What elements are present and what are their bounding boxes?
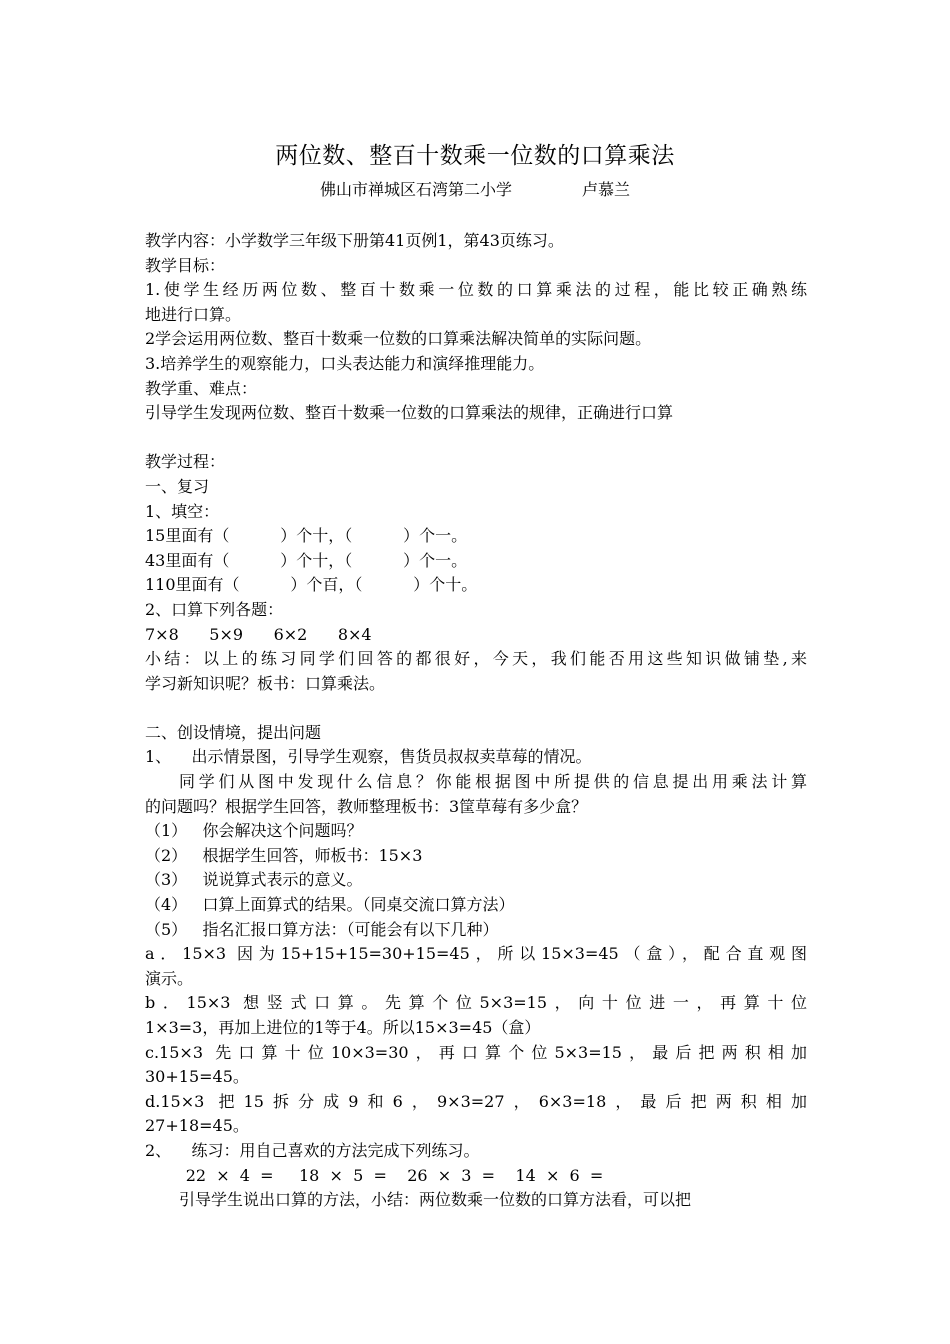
body-line: 1.使学生经历两位数、整百十数乘一位数的口算乘法的过程，能比较正确熟练 [145,280,807,300]
list-item: （2） 根据学生回答，师板书：15×3 [145,845,423,865]
body-line: 地进行口算。 [145,304,242,324]
body-line: 1、 出示情景图，引导学生观察，售货员叔叔卖草莓的情况。 [145,747,592,767]
body-line: 学习新知识呢？板书：口算乘法。 [145,673,386,693]
section-heading: 教学目标： [145,255,226,275]
document-title: 两位数、整百十数乘一位数的口算乘法 [275,143,675,169]
method-line: d.15×3 把15拆分成9和6，9×3=27，6×3=18，最后把两积相加 [145,1091,807,1111]
exercise-line: 22 × 4 = 18 × 5 = 26 × 3 = 14 × 6 = [145,1165,604,1185]
body-line: 2、口算下列各题： [145,599,284,619]
body-line: 30+15=45。 [145,1067,249,1087]
author-name: 卢慕兰 [582,180,631,199]
method-line: a．15×3 因为15+15+15=30+15=45，所以15×3=45（盒），配合直观图 [145,944,807,964]
document-body [145,229,807,1213]
section-heading: 教学过程： [145,452,226,472]
document-byline [0,177,950,200]
body-line: 2、 练习：用自己喜欢的方法完成下列练习。 [145,1140,480,1160]
body-line: 小结：以上的练习同学们回答的都很好，今天，我们能否用这些知识做铺垫,来 [145,649,807,669]
blank-line [145,696,807,721]
body-line: 2学会运用两位数、整百十数乘一位数的口算乘法解决简单的实际问题。 [145,329,652,349]
body-line: 1×3=3，再加上进位的1等于4。所以15×3=45（盒） [145,1018,541,1037]
blank-line [145,426,807,451]
method-line: c.15×3 先口算十位10×3=30，再口算个位5×3=15，最后把两积相加 [145,1042,807,1062]
list-item: （4） 口算上面算式的结果。（同桌交流口算方法） [145,895,515,915]
body-line: 同学们从图中发现什么信息？你能根据图中所提供的信息提出用乘法计算 [179,772,807,792]
section-heading: 二、创设情境，提出问题 [145,722,322,742]
fill-blank-line: 110里面有（ ）个百，（ ）个十。 [145,575,478,595]
list-item: （1） 你会解决这个问题吗？ [145,821,363,841]
body-line: 27+18=45。 [145,1116,249,1136]
body-line: 3.培养学生的观察能力，口头表达能力和演绎推理能力。 [145,353,545,373]
body-line: 1、填空： [145,501,220,521]
section-heading: 一、复习 [145,476,210,496]
body-line: 引导学生说出口算的方法，小结：两位数乘一位数的口算方法看，可以把 [179,1190,692,1210]
school-name: 佛山市禅城区石湾第二小学 [319,180,512,199]
body-line: 引导学生发现两位数、整百十数乘一位数的口算乘法的规律，正确进行口算 [145,403,674,423]
body-line: 的问题吗？根据学生回答，教师整理板书：3筐草莓有多少盒？ [145,796,588,816]
exercise-line: 7×8 5×9 6×2 8×4 [145,624,372,644]
teaching-content: 教学内容：小学数学三年级下册第41页例1，第43页练习。 [145,231,564,250]
list-item: （5） 指名汇报口算方法：（可能会有以下几种） [145,919,499,939]
method-line: b．15×3 想竖式口算。先算个位5×3=15，向十位进一，再算十位 [145,993,807,1013]
list-item: （3） 说说算式表示的意义。 [145,870,363,890]
fill-blank-line: 15里面有（ ）个十，（ ）个一。 [145,526,468,546]
section-heading: 教学重、难点： [145,378,258,398]
body-line: 演示。 [145,968,194,988]
fill-blank-line: 43里面有（ ）个十，（ ）个一。 [145,550,468,570]
